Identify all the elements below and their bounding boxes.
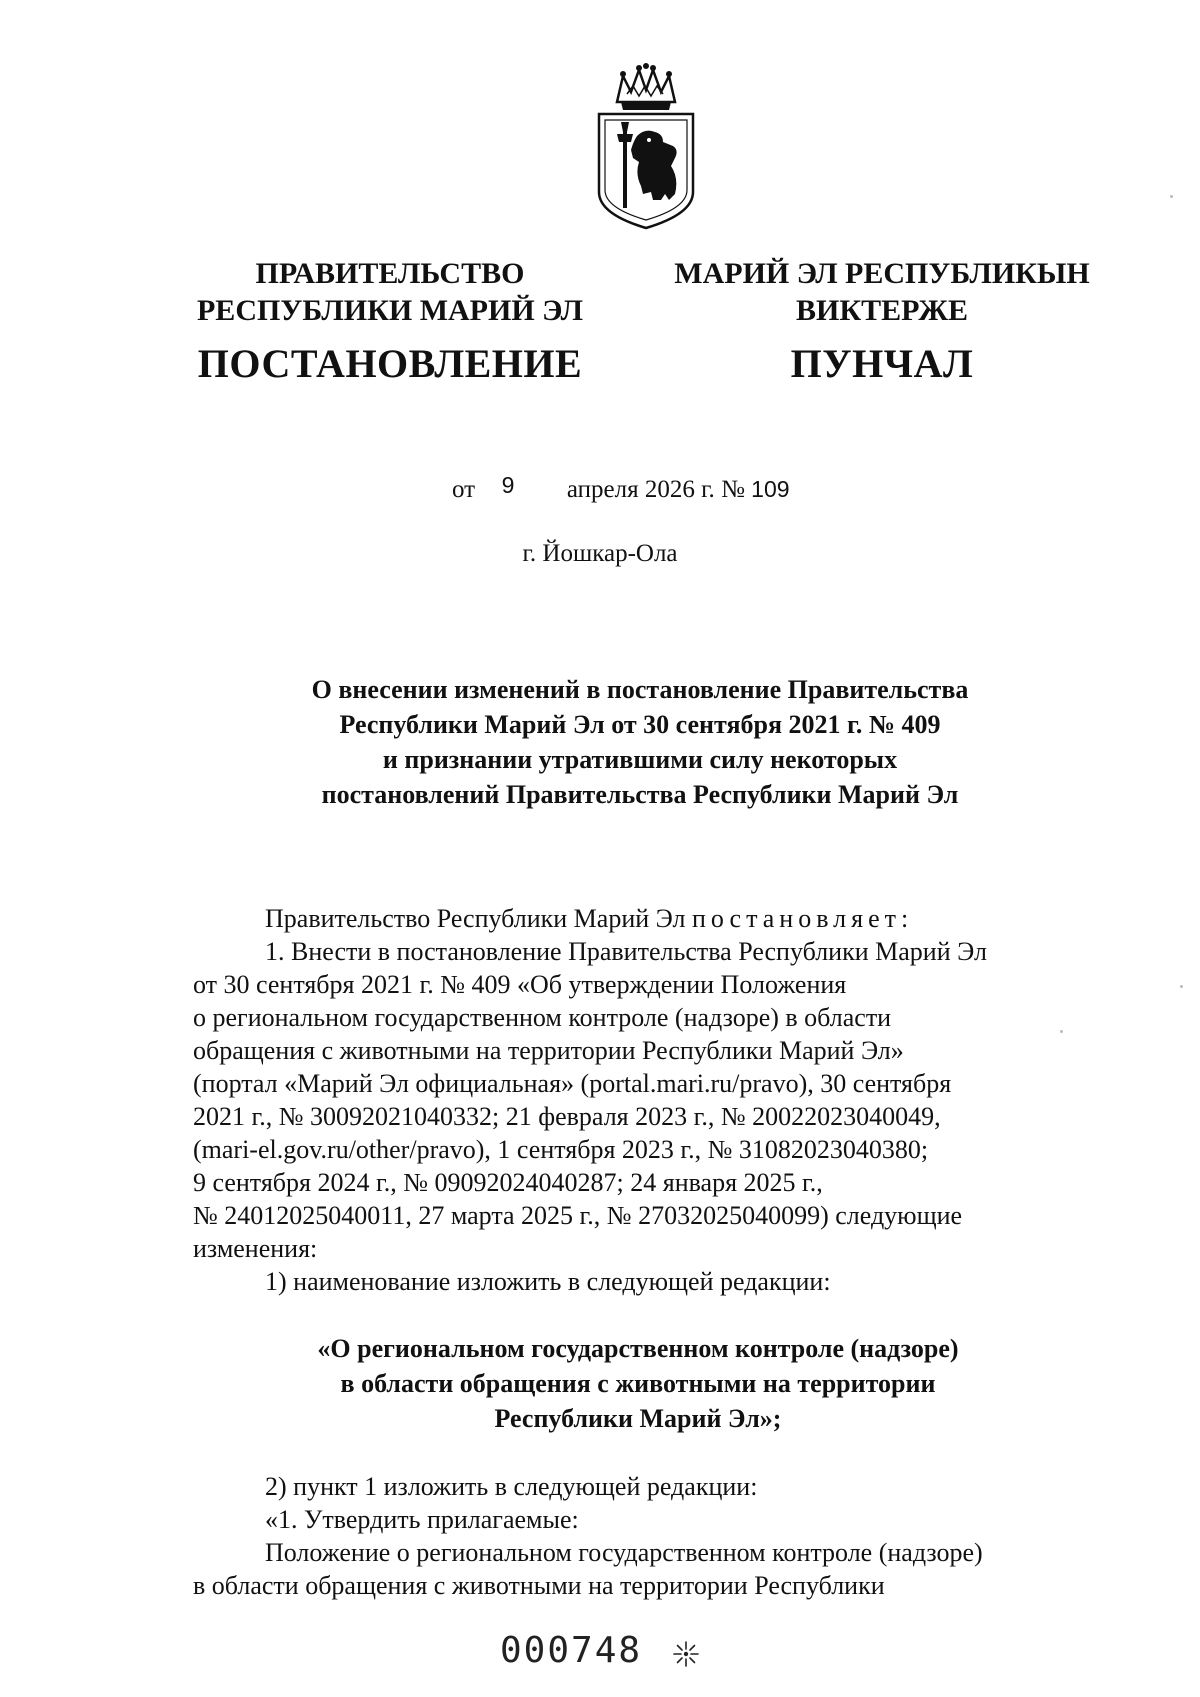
item-1-line: (портал «Марий Эл официальная» (portal.mari.ru/pravo), 30 сентября [193, 1069, 952, 1098]
preamble-text: Правительство Республики Марий Эл [265, 904, 686, 933]
item-1-line: обращения с животными на территории Республики Марий Эл» [193, 1036, 904, 1065]
header-right-doc-type: ПУНЧАЛ [790, 341, 974, 386]
subitem-2-quote: «1. Утвердить прилагаемые: [265, 1505, 579, 1534]
preamble [193, 902, 1083, 935]
item-1-line: о региональном государственном контроле (надзоре) в области [193, 1003, 892, 1032]
quoted-title-line: в области обращения с животными на территории [340, 1369, 936, 1398]
date-line [452, 472, 790, 504]
document-body [193, 902, 1083, 1602]
item-1-line: 2021 г., № 30092021040332; 21 февраля 2023 г., № 20022023040049, [193, 1102, 941, 1131]
scan-speck [1180, 985, 1183, 988]
coat-of-arms-icon [587, 62, 705, 230]
title-line: и признании утратившими силу некоторых [382, 745, 898, 774]
date-day: 9 [501, 472, 515, 498]
regulation-second-line: в области обращения с животными на территории Республики [193, 1571, 885, 1600]
regulation-first-line: Положение о региональном государственном контроле (надзоре) [265, 1538, 983, 1567]
title-line: Республики Марий Эл от 30 сентября 2021 г. № 409 [339, 710, 941, 739]
scan-speck [1170, 195, 1173, 198]
item-1-last-line: изменения: [193, 1234, 318, 1263]
header-left-doc-type: ПОСТАНОВЛЕНИЕ [197, 341, 583, 386]
header-right-org-line: МАРИЙ ЭЛ РЕСПУБЛИКЫН [674, 257, 1090, 290]
form-serial-number: 000748 [500, 1630, 643, 1671]
title-line: О внесении изменений в постановление Правительства [311, 675, 969, 704]
header-left-org [180, 255, 600, 329]
document-title [200, 672, 1080, 812]
ornament-mark-icon [672, 1640, 700, 1668]
preamble-verb: постановляет: [691, 904, 914, 933]
subitem-1: 1) наименование изложить в следующей редакции: [265, 1267, 831, 1296]
place-of-issue: г. Йошкар-Ола [522, 540, 678, 567]
document-number: 109 [751, 476, 790, 502]
date-month-year: апреля 2026 г. [566, 476, 715, 503]
number-sign: № [721, 476, 745, 503]
quoted-title-line: «О региональном государственном контроле (надзоре) [317, 1334, 959, 1363]
header-left-org-line: ПРАВИТЕЛЬСТВО [255, 257, 525, 290]
item-1-first-line: 1. Внести в постановление Правительства Республики Марий Эл [265, 937, 987, 966]
item-1-line: № 24012025040011, 27 марта 2025 г., № 27032025040099) следующие [193, 1201, 963, 1230]
header-left-org-line: РЕСПУБЛИКИ МАРИЙ ЭЛ [196, 294, 583, 327]
header-right-org [652, 255, 1112, 329]
quoted-new-title [193, 1331, 1083, 1436]
header-right-org-line: ВИКТЕРЖЕ [795, 294, 969, 327]
date-prefix: от [452, 476, 476, 503]
title-line: постановлений Правительства Республики Марий Эл [321, 780, 959, 809]
subitem-2: 2) пункт 1 изложить в следующей редакции: [265, 1472, 758, 1501]
scan-speck [1060, 1030, 1063, 1033]
item-1-line: 9 сентября 2024 г., № 09092024040287; 24 января 2025 г., [193, 1168, 823, 1197]
item-1-line: от 30 сентября 2021 г. № 409 «Об утверждении Положения [193, 970, 847, 999]
item-1-line: (mari-el.gov.ru/other/pravo), 1 сентября 2023 г., № 31082023040380; [193, 1135, 929, 1164]
quoted-title-line: Республики Марий Эл»; [494, 1404, 782, 1433]
